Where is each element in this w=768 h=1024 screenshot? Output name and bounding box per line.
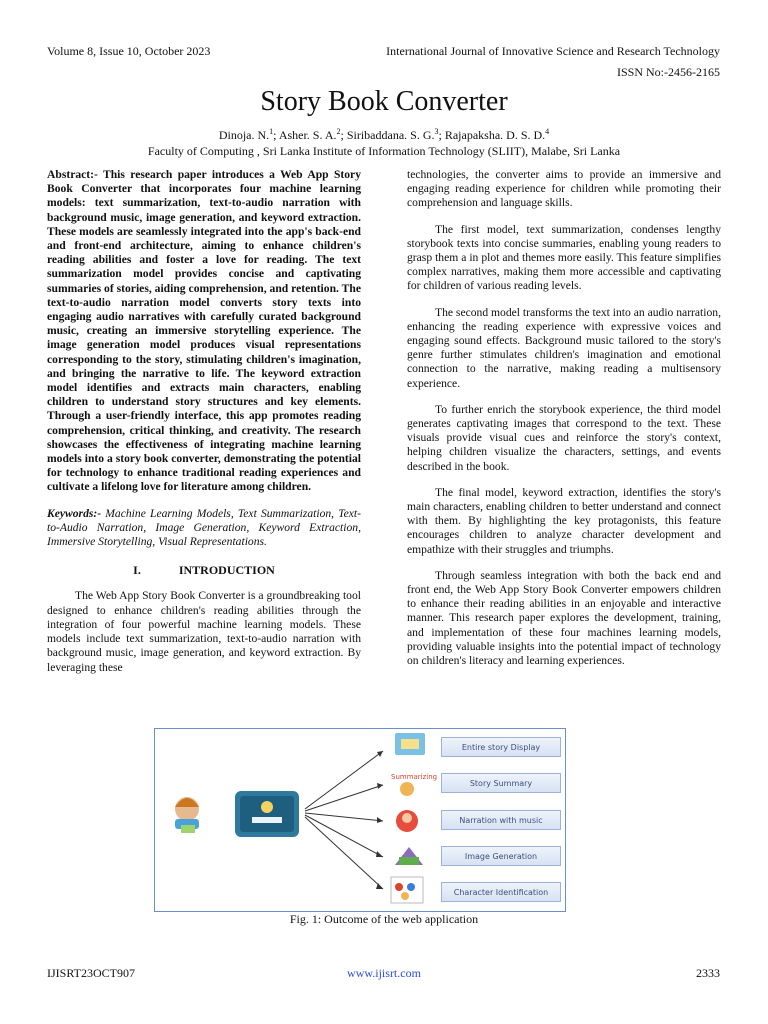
- figure-caption: Fig. 1: Outcome of the web application: [289, 912, 479, 926]
- abstract: Abstract:- This research paper introduces a Web App Story Book Converter that incorporates four machine learning models: text summarization, text-to-audio narration with background music, image generation, and keyword extraction. These models are seamlessly integrated into the app's back-end and front-end architecture, aiming to enhance children's reading abilities and foster a love for reading. The text summarization model provides concise and captivating summaries of stories, aiding comprehension, and retention. The text-to-audio narration model converts story texts into engaging audio narratives with carefully curated background music, creating an immersive storytelling experience. The image generation model produces visual representations corresponding to the story, stimulating children's imagination, and bringing the narrative to life. The keyword extraction model identifies and extracts main characters, enabling children to understand story structures and key elements. Through a user-friendly interface, this app promotes reading comprehension, critical thinking, and creativity. The research showcases the effectiveness of integrating machine learning models into a story book converter, demonstrating the potential for technology to enhance traditional reading experiences and cultivate a lifelong love for literature among children.: [47, 168, 361, 494]
- paragraph-model-3: To further enrich the storybook experience, the third model generates captivating images that correspond to the text. These visuals provide visual cues and reinforce the story's context, helping children visualize the characters, settings, and events described in the book.: [407, 402, 721, 473]
- section-heading: [47, 563, 361, 577]
- box-entire-story-display: Entire story Display: [441, 737, 561, 757]
- author-affiliation-mark: 2: [336, 127, 341, 136]
- paragraph-model-1: The first model, text summarization, condenses lengthy storybook texts into concise summaries, enabling young readers to grasp them a in plot and themes more easily. This feature simplifies complex narratives, making them more accessible and captivating for children of various reading levels.: [407, 222, 721, 293]
- intro-paragraph: The Web App Story Book Converter is a groundbreaking tool designed to enhance children's reading abilities through the integration of four powerful machine learning models. These models include text summarization, text-to-audio narration with background music, image generation, and keyword extraction. By leveraging these: [47, 589, 361, 674]
- keywords-text: Machine Learning Models, Text Summarization, Text-to-Audio Narration, Image Generation, Keyword Extraction, Immersive Storytelling, Visual Representations.: [47, 506, 361, 549]
- keywords: [47, 507, 361, 550]
- author-list: Dinoja. N.$^1$; Asher. S. A.$^2$; Siribaddana. S. G.$^3$; Rajapaksha. D. S. D.$^4$: [218, 127, 550, 142]
- journal-name: International Journal of Innovative Science and Research Technology: [386, 44, 720, 58]
- volume-info: Volume 8, Issue 10, October 2023: [47, 44, 211, 58]
- section-number: I.: [133, 563, 141, 578]
- narration-thumb: [396, 810, 418, 832]
- keywords-label: Keywords:-: [47, 506, 102, 520]
- box-image-generation: Image Generation: [441, 846, 561, 866]
- left-column: [47, 168, 361, 687]
- author-name: Rajapaksha. D. S. D.: [444, 128, 546, 142]
- journal-website-link[interactable]: www.ijisrt.com: [347, 966, 421, 980]
- character-thumb: [391, 877, 423, 903]
- tablet-app-icon: [235, 791, 299, 837]
- flow-arrows: [305, 751, 383, 889]
- paragraph-model-2: The second model transforms the text into an audio narration, enhancing the reading experience with expressive voices and engaging sound effects. Background music tailored to the story's genre further stimulates children's imagination and emotional connection to the narrative, making reading a multisensory experience.: [407, 305, 721, 390]
- author-name: Dinoja. N.: [218, 128, 270, 142]
- author-affiliation-mark: 4: [545, 127, 550, 136]
- box-character-identification: Character Identification: [441, 882, 561, 902]
- issn: ISSN No:-2456-2165: [616, 65, 720, 79]
- affiliation: Faculty of Computing , Sri Lanka Institute of Information Technology (SLIIT), Malabe, Sri Lanka: [147, 144, 621, 158]
- right-column: [407, 168, 721, 680]
- author-name: Siribaddana. S. G.: [346, 128, 435, 142]
- summary-thumb: [391, 773, 437, 796]
- paragraph-integration: Through seamless integration with both the back end and front end, the Web App Story Book Converter empowers children to enhance their reading abilities in an enjoyable and interactive manner. This research paper explores the development, training, and implementation of these four machines learning models, providing valuable insights into the potential impact of technology on children's literacy and learning experiences.: [407, 568, 721, 668]
- summarizing-label: Summarizing: [391, 773, 438, 781]
- author-affiliation-mark: 1: [269, 127, 274, 136]
- box-story-summary: Story Summary: [441, 773, 561, 793]
- child-reading-icon: [175, 797, 199, 833]
- box-narration-with-music: Narration with music: [441, 810, 561, 830]
- paragraph-model-4: The final model, keyword extraction, identifies the story's main characters, enabling children to better understand and connect with them. By highlighting the key protagonists, this feature encourages children to analyze character development and empathize with their struggles and triumphs.: [407, 485, 721, 556]
- section-title: INTRODUCTION: [178, 563, 275, 578]
- author-affiliation-mark: 3: [434, 127, 439, 136]
- paper-title: Story Book Converter: [260, 86, 508, 117]
- figure-1: [154, 728, 566, 912]
- paper-code: IJISRT23OCT907: [47, 966, 135, 980]
- page-number: 2333: [696, 966, 720, 980]
- story-display-thumb: [395, 733, 425, 755]
- author-name: Asher. S. A.: [278, 128, 337, 142]
- continuation-paragraph: technologies, the converter aims to provide an immersive and engaging reading experience for children while promoting their comprehension and language skills.: [407, 168, 721, 210]
- image-generation-thumb: [395, 847, 423, 865]
- arrow-heads: [376, 751, 383, 889]
